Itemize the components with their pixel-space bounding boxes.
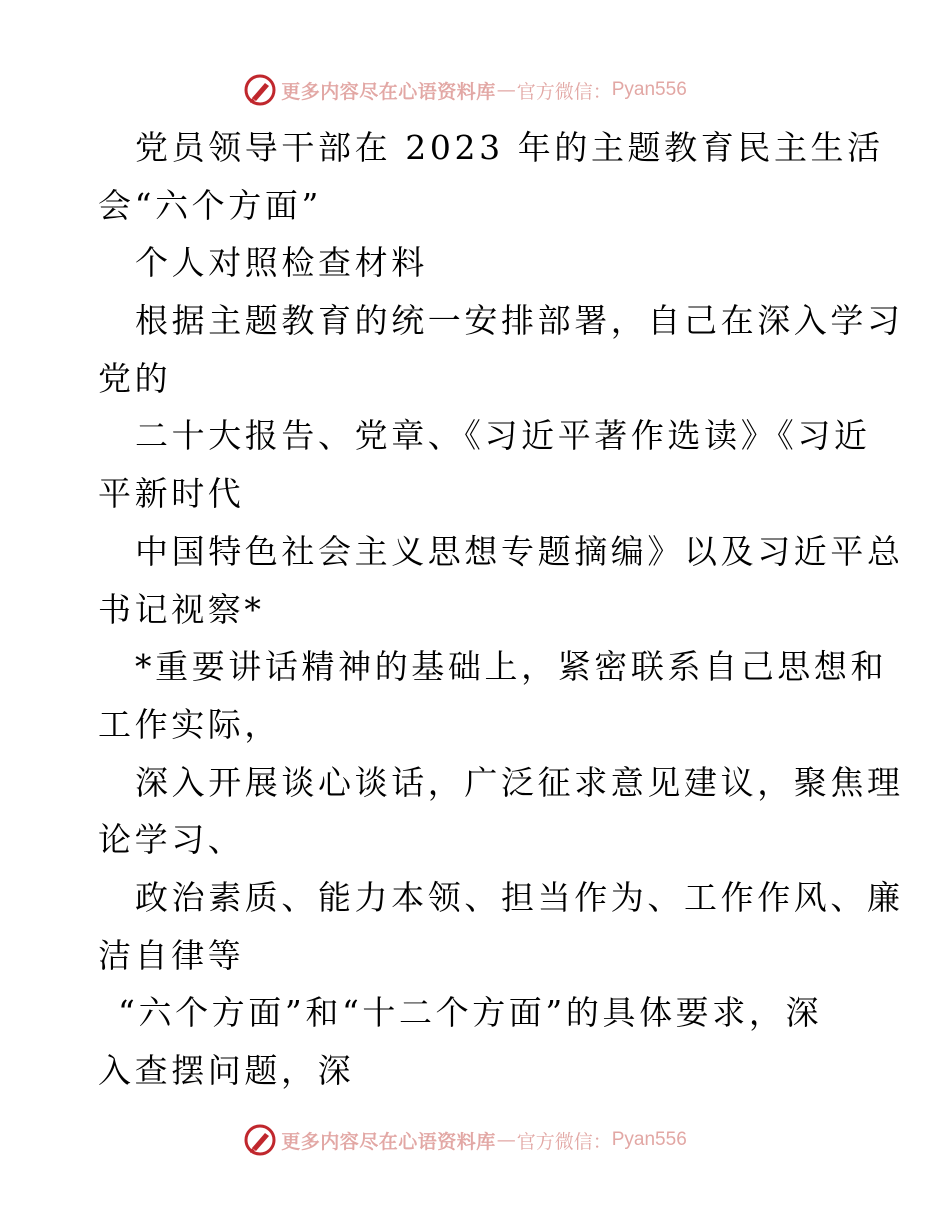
text-line: 入查摆问题，深: [98, 1051, 355, 1090]
header-watermark: [0, 70, 950, 110]
text-line: 党的: [98, 358, 172, 398]
watermark-wechat-id: Pyan556: [611, 79, 687, 100]
watermark-wechat-id: Pyan556: [611, 1129, 687, 1150]
text-line: 政治素质、能力本领、担当作为、工作作风、廉: [135, 877, 904, 917]
text-line: 工作实际，: [98, 704, 281, 744]
watermark-label: 官方微信：: [516, 80, 612, 103]
text-line: 洁自律等: [98, 935, 245, 975]
text-line: 会“六个方面”: [98, 185, 322, 225]
watermark-dash: —: [496, 79, 516, 101]
text-line: 深入开展谈心谈话，广泛征求意见建议，聚焦理: [135, 762, 904, 802]
pen-logo-icon: [243, 1123, 277, 1157]
text-line: 论学习、: [98, 820, 245, 860]
watermark-dash: —: [496, 1129, 516, 1151]
text-line: 二十大报告、党章、《习近平著作选读》《习近: [135, 416, 871, 456]
text-line: 中国特色社会主义思想专题摘编》以及习近平总: [135, 531, 904, 571]
watermark-main-text: 更多内容尽在心语资料库: [281, 80, 496, 103]
text-line: *重要讲话精神的基础上，紧密联系自己思想和: [135, 647, 888, 687]
text-line: “六个方面”和“十二个方面”的具体要求，深: [118, 993, 823, 1033]
watermark-main-text: 更多内容尽在心语资料库: [281, 1130, 496, 1153]
footer-watermark: [0, 1120, 950, 1160]
watermark-label: 官方微信：: [516, 1130, 612, 1153]
document-body: [98, 119, 904, 1100]
text-line: 书记视察*: [98, 589, 265, 629]
pen-logo-icon: [243, 73, 277, 107]
text-line: 根据主题教育的统一安排部署，自己在深入学习: [135, 301, 904, 341]
text-line: 个人对照检查材料: [135, 243, 428, 283]
text-line: 平新时代: [98, 474, 245, 514]
text-line: 党员领导干部在 2023 年的主题教育民主生活: [135, 128, 884, 167]
